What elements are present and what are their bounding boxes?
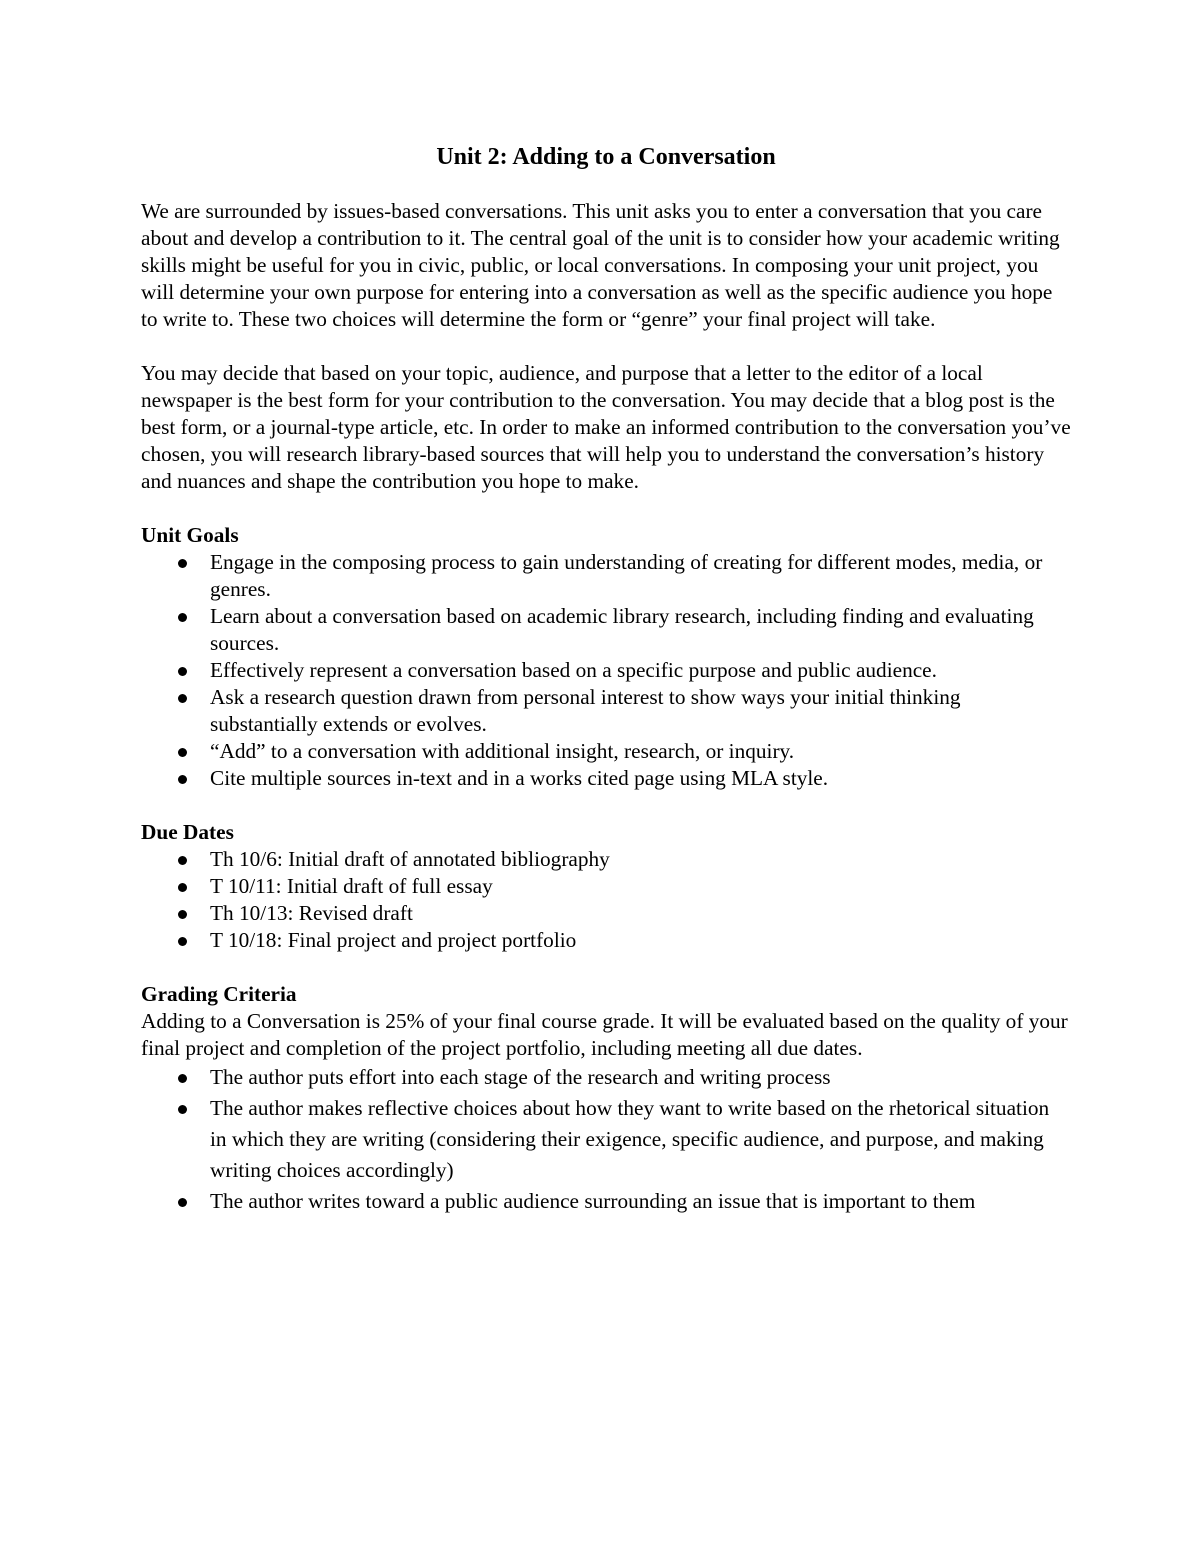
due-dates-list (141, 846, 1071, 954)
list-item-text: The author puts effort into each stage of the research and writing process (210, 1065, 831, 1089)
list-item-text: Th 10/13: Revised draft (210, 901, 413, 925)
list-item (210, 900, 1071, 927)
unit-goals-section (141, 522, 1071, 792)
list-item (210, 1062, 1071, 1093)
genre-paragraph: You may decide that based on your topic, audience, and purpose that a letter to the editor of a local newspaper is the best form for your contribution to the conversation. You may decide that a blog post is the best form, or a journal-type article, etc. In order to make an informed contribution to the conversation you’ve chosen, you will research library-based sources that will help you to understand the conversation’s history and nuances and shape the contribution you hope to make. (141, 361, 1071, 493)
grading-heading: Grading Criteria (141, 982, 297, 1006)
list-item-text: Cite multiple sources in-text and in a works cited page using MLA style. (210, 766, 829, 790)
list-item-text: T 10/18: Final project and project portfolio (210, 928, 577, 952)
due-dates-section (141, 819, 1071, 954)
grading-intro: Adding to a Conversation is 25% of your final course grade. It will be evaluated based on the quality of your final project and completion of the project portfolio, including meeting all due dates. (141, 1009, 1068, 1060)
list-item-text: The author writes toward a public audience surrounding an issue that is important to them (210, 1189, 976, 1213)
bullet-icon (178, 1105, 187, 1114)
list-item-text: Th 10/6: Initial draft of annotated bibliography (210, 847, 610, 871)
unit-goals-heading: Unit Goals (141, 523, 239, 547)
bullet-icon (178, 883, 187, 892)
bullet-icon (178, 694, 187, 703)
list-item (210, 549, 1071, 603)
list-item (210, 846, 1071, 873)
list-item-text: “Add” to a conversation with additional insight, research, or inquiry. (210, 739, 795, 763)
due-dates-heading: Due Dates (141, 820, 234, 844)
list-item (210, 765, 1071, 792)
list-item (210, 738, 1071, 765)
bullet-icon (178, 937, 187, 946)
unit-goals-list (141, 549, 1071, 792)
list-item (210, 603, 1071, 657)
grading-criteria-list (141, 1062, 1071, 1217)
bullet-icon (178, 667, 187, 676)
page-title: Unit 2: Adding to a Conversation (436, 144, 776, 170)
document-page (141, 140, 1071, 1217)
list-item (210, 873, 1071, 900)
list-item (210, 657, 1071, 684)
list-item-text: Effectively represent a conversation based on a specific purpose and public audience. (210, 658, 937, 682)
spacer (141, 954, 1071, 981)
list-item (210, 1093, 1071, 1186)
bullet-icon (178, 1198, 187, 1207)
list-item (210, 1186, 1071, 1217)
bullet-icon (178, 910, 187, 919)
list-item-text: The author makes reflective choices about how they want to write based on the rhetorical situation in which they are writing (considering their exigence, specific audience, and purpose, and making writing choices accordingly) (210, 1096, 1050, 1182)
intro-paragraph: We are surrounded by issues-based conversations. This unit asks you to enter a conversation that you care about and develop a contribution to it. The central goal of the unit is to consider how your academic writing skills might be useful for you in civic, public, or local conversations. In composing your unit project, you will determine your own purpose for entering into a conversation as well as the specific audience you hope to write to. These two choices will determine the form or “genre” your final project will take. (141, 199, 1060, 331)
bullet-icon (178, 748, 187, 757)
bullet-icon (178, 775, 187, 784)
list-item-text: Learn about a conversation based on academic library research, including finding and evaluating sources. (210, 604, 1034, 655)
bullet-icon (178, 613, 187, 622)
list-item-text: Engage in the composing process to gain understanding of creating for different modes, media, or genres. (210, 550, 1043, 601)
list-item (210, 684, 1071, 738)
bullet-icon (178, 1074, 187, 1083)
bullet-icon (178, 856, 187, 865)
grading-section (141, 981, 1071, 1217)
bullet-icon (178, 559, 187, 568)
list-item-text: T 10/11: Initial draft of full essay (210, 874, 493, 898)
list-item (210, 927, 1071, 954)
list-item-text: Ask a research question drawn from personal interest to show ways your initial thinking substantially extends or evolves. (210, 685, 961, 736)
spacer (141, 792, 1071, 819)
